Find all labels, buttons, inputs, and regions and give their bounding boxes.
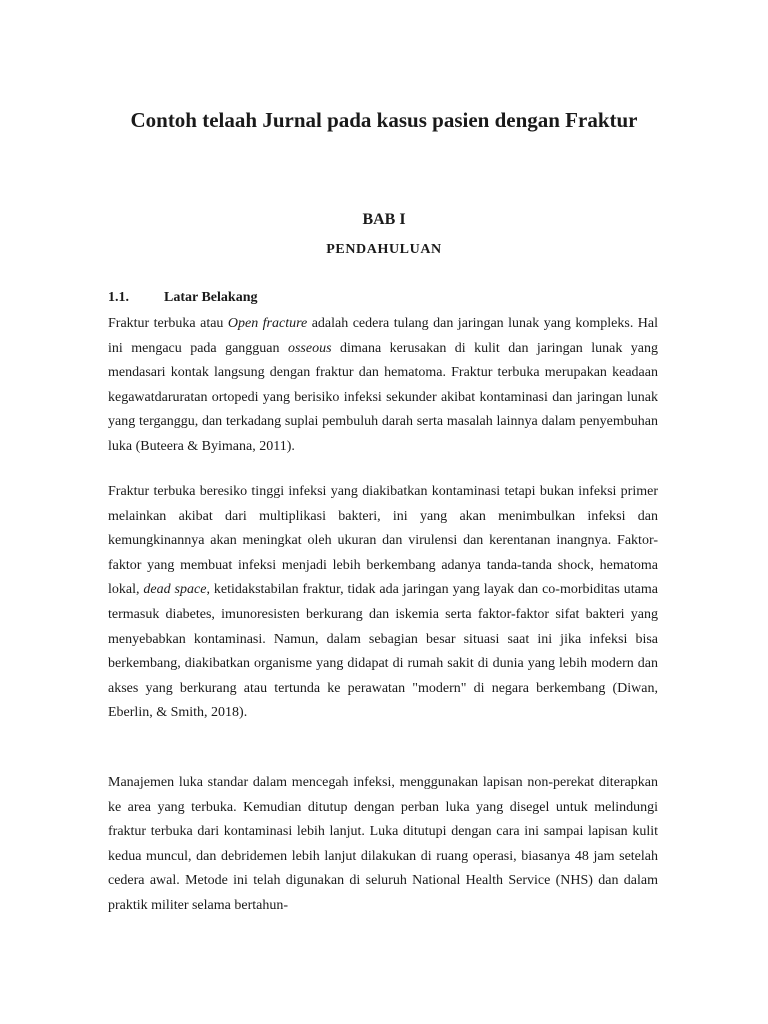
paragraph-text: adalah cedera tulang dan jaringan lunak yang kompleks. Hal ini mengacu pada gangguan xyxy=(108,316,658,356)
paragraph-3 xyxy=(108,771,658,919)
paragraph-text: Manajemen luka standar dalam mencegah infeksi, menggunakan lapisan non-perekat diterapkan ke area yang terbuka. Kemudian ditutup dengan perban luka yang disegel untuk melindungi fraktur terbuka dari kontaminasi lebih lanjut. Luka ditutupi dengan cara ini sampai lapisan kulit kedua muncul, dan debridemen lebih lanjut dilakukan di ruang operasi, biasanya 48 jam setelah cedera awal. Metode ini telah digunakan di seluruh National Health Service (NHS) dan dalam praktik militer selama bertahun- xyxy=(108,775,658,913)
paragraph-text: , ketidakstabilan fraktur, tidak ada jaringan yang layak dan co-morbiditas utama termasuk diabetes, imunoresisten berkurang dan iskemia serta faktor-faktor sifat bakteri yang menyebabkan kontaminasi. Namun, dalam sebagian besar situasi saat ini jika infeksi bisa berkembang, diakibatkan organisme yang didapat di rumah sakit di dunia yang lebih modern dan akses yang berkurang atau tertunda ke perawatan "modern" di negara berkembang (Diwan, Eberlin, & Smith, 2018). xyxy=(108,582,658,721)
document-title: Contoh telaah Jurnal pada kasus pasien dengan Fraktur xyxy=(130,108,638,132)
section-title: Latar Belakang xyxy=(164,290,258,305)
section-heading xyxy=(108,286,257,310)
chapter-heading: BAB I xyxy=(362,211,406,228)
section-number: 1.1. xyxy=(108,290,129,305)
chapter-title: PENDAHULUAN xyxy=(326,242,442,257)
paragraph-text: dimana kerusakan di kulit dan jaringan lunak yang mendasari kontak langsung dengan fraktur dan hematoma. Fraktur terbuka merupakan keadaan kegawatdaruratan ortopedi yang berisiko infeksi sekunder akibat kontaminasi dan jaringan lunak yang terganggu, dan terkadang suplai pembuluh darah serta masalah lainnya dalam penyembuhan luka (Buteera & Byimana, 2011). xyxy=(108,340,658,454)
paragraph-2 xyxy=(108,480,658,726)
paragraph-1 xyxy=(108,312,658,460)
italic-term: dead space xyxy=(143,582,207,598)
paragraph-text: Fraktur terbuka beresiko tinggi infeksi yang diakibatkan kontaminasi tetapi bukan infeksi primer melainkan akibat dari multiplikasi bakteri, ini yang akan menimbulkan infeksi dan kemungkinannya akan meningkat oleh ukuran dan virulensi dan kerentanan inangnya. Faktor-faktor yang membuat infeksi menjadi lebih berkembang adanya tanda-tanda shock, hematoma lokal, xyxy=(108,484,658,598)
paragraph-text: Fraktur terbuka atau xyxy=(108,316,228,331)
italic-term: Open fracture xyxy=(227,316,308,331)
italic-term: osseous xyxy=(287,340,332,356)
